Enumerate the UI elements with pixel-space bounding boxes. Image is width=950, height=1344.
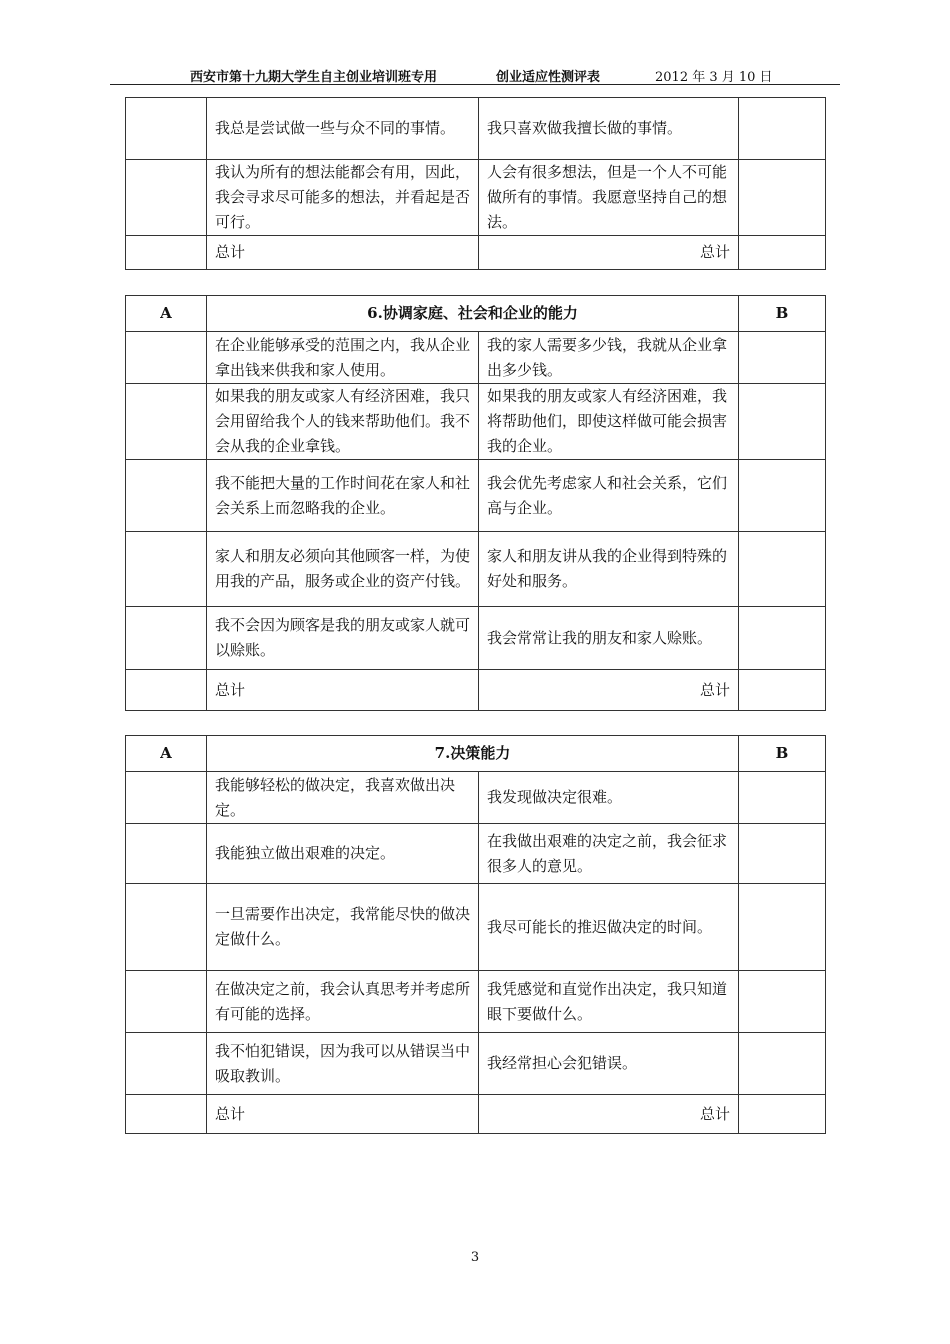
- table-row: [126, 772, 826, 824]
- total-b-cell[interactable]: [739, 236, 826, 270]
- option-b: 家人和朋友讲从我的企业得到特殊的好处和服务。: [479, 532, 739, 607]
- option-b: 我发现做决定很难。: [479, 772, 739, 824]
- score-b-cell[interactable]: [739, 1033, 826, 1095]
- total-label-a: 总计: [207, 236, 479, 270]
- total-a-cell[interactable]: [126, 670, 207, 711]
- option-a: 我能独立做出艰难的决定。: [207, 824, 479, 884]
- total-row: [126, 236, 826, 270]
- score-b-cell[interactable]: [739, 460, 826, 532]
- table-header-row: [126, 296, 826, 332]
- table-row: [126, 971, 826, 1033]
- total-a-cell[interactable]: [126, 1095, 207, 1134]
- option-b: 我的家人需要多少钱，我就从企业拿出多少钱。: [479, 332, 739, 384]
- score-b-cell[interactable]: [739, 971, 826, 1033]
- score-b-cell[interactable]: [739, 98, 826, 160]
- score-b-cell[interactable]: [739, 824, 826, 884]
- column-b-header: B: [739, 296, 826, 332]
- table-row: [126, 884, 826, 971]
- total-label-b: 总计: [479, 670, 739, 711]
- option-b: 我尽可能长的推迟做决定的时间。: [479, 884, 739, 971]
- section-title: 7.决策能力: [207, 736, 739, 772]
- score-a-cell[interactable]: [126, 1033, 207, 1095]
- score-a-cell[interactable]: [126, 607, 207, 670]
- score-a-cell[interactable]: [126, 884, 207, 971]
- page-number: 3: [470, 1250, 480, 1265]
- column-a-header: A: [126, 736, 207, 772]
- score-b-cell[interactable]: [739, 532, 826, 607]
- table-row: [126, 1033, 826, 1095]
- table-row: [126, 824, 826, 884]
- form-title: 创业适应性测评表: [496, 70, 601, 85]
- total-b-cell[interactable]: [739, 670, 826, 711]
- option-a: 在做决定之前，我会认真思考并考虑所有可能的选择。: [207, 971, 479, 1033]
- option-a: 在企业能够承受的范围之内，我从企业拿出钱来供我和家人使用。: [207, 332, 479, 384]
- option-b: 人会有很多想法，但是一个人不可能做所有的事情。我愿意坚持自己的想法。: [479, 160, 739, 236]
- table-header-row: [126, 736, 826, 772]
- score-a-cell[interactable]: [126, 971, 207, 1033]
- section-7-table: [125, 735, 826, 1134]
- score-b-cell[interactable]: [739, 607, 826, 670]
- table-row: [126, 607, 826, 670]
- option-a: 我不会因为顾客是我的朋友或家人就可以赊账。: [207, 607, 479, 670]
- table-row: [126, 160, 826, 236]
- score-b-cell[interactable]: [739, 160, 826, 236]
- score-a-cell[interactable]: [126, 824, 207, 884]
- total-row: [126, 670, 826, 711]
- table-row: [126, 532, 826, 607]
- total-a-cell[interactable]: [126, 236, 207, 270]
- total-b-cell[interactable]: [739, 1095, 826, 1134]
- column-a-header: A: [126, 296, 207, 332]
- option-a: 家人和朋友必须向其他顾客一样，为使用我的产品，服务或企业的资产付钱。: [207, 532, 479, 607]
- score-a-cell[interactable]: [126, 460, 207, 532]
- total-label-a: 总计: [207, 670, 479, 711]
- total-row: [126, 1095, 826, 1134]
- score-b-cell[interactable]: [739, 772, 826, 824]
- option-b: 我凭感觉和直觉作出决定，我只知道眼下要做什么。: [479, 971, 739, 1033]
- section-6-table: [125, 295, 826, 711]
- option-b: 我会优先考虑家人和社会关系，它们高与企业。: [479, 460, 739, 532]
- option-a: 我能够轻松的做决定，我喜欢做出决定。: [207, 772, 479, 824]
- option-a: 我认为所有的想法能都会有用，因此，我会寻求尽可能多的想法，并看起是否可行。: [207, 160, 479, 236]
- score-a-cell[interactable]: [126, 532, 207, 607]
- option-b: 如果我的朋友或家人有经济困难，我将帮助他们，即使这样做可能会损害我的企业。: [479, 384, 739, 460]
- course-title: 西安市第十九期大学生自主创业培训班专用: [190, 70, 438, 85]
- option-b: 我会常常让我的朋友和家人赊账。: [479, 607, 739, 670]
- score-b-cell[interactable]: [739, 332, 826, 384]
- table-row: [126, 460, 826, 532]
- option-a: 我不怕犯错误，因为我可以从错误当中吸取教训。: [207, 1033, 479, 1095]
- column-b-header: B: [739, 736, 826, 772]
- total-label-b: 总计: [479, 236, 739, 270]
- table-row: [126, 384, 826, 460]
- section-title: 6.协调家庭、社会和企业的能力: [207, 296, 739, 332]
- total-label-b: 总计: [479, 1095, 739, 1134]
- option-b: 在我做出艰难的决定之前，我会征求很多人的意见。: [479, 824, 739, 884]
- score-a-cell[interactable]: [126, 772, 207, 824]
- score-a-cell[interactable]: [126, 98, 207, 160]
- score-a-cell[interactable]: [126, 384, 207, 460]
- header-date: 2012 年 3 月 10 日: [655, 70, 773, 85]
- score-b-cell[interactable]: [739, 884, 826, 971]
- score-a-cell[interactable]: [126, 332, 207, 384]
- score-a-cell[interactable]: [126, 160, 207, 236]
- table-row: [126, 332, 826, 384]
- option-a: 如果我的朋友或家人有经济困难，我只会用留给我个人的钱来帮助他们。我不会从我的企业拿钱。: [207, 384, 479, 460]
- section-5-table: [125, 97, 826, 270]
- option-a: 我不能把大量的工作时间花在家人和社会关系上而忽略我的企业。: [207, 460, 479, 532]
- option-b: 我只喜欢做我擅长做的事情。: [479, 98, 739, 160]
- total-label-a: 总计: [207, 1095, 479, 1134]
- option-b: 我经常担心会犯错误。: [479, 1033, 739, 1095]
- option-a: 我总是尝试做一些与众不同的事情。: [207, 98, 479, 160]
- option-a: 一旦需要作出决定，我常能尽快的做决定做什么。: [207, 884, 479, 971]
- score-b-cell[interactable]: [739, 384, 826, 460]
- table-row: [126, 98, 826, 160]
- page-header: [110, 62, 840, 85]
